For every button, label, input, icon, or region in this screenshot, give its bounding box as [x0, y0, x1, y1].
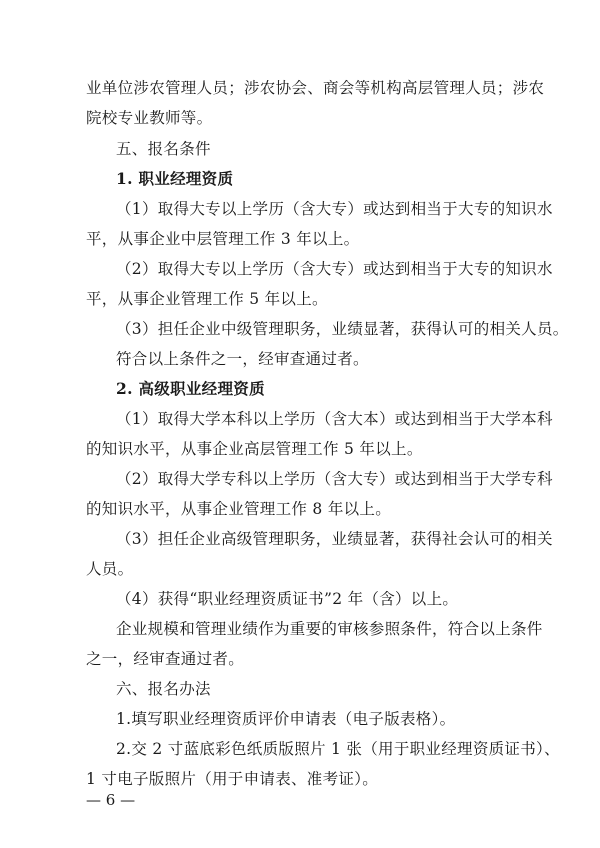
paragraph-line: 人员。 [86, 560, 134, 578]
paragraph-line: （3）担任企业高级管理职务，业绩显著，获得社会认可的相关 [116, 530, 553, 548]
paragraph-line: （2）取得大学专科以上学历（含大专）或达到相当于大学专科 [116, 470, 553, 488]
paragraph-line: （2）取得大专以上学历（含大专）或达到相当于大专的知识水 [116, 260, 553, 278]
paragraph-line: 2.交 2 寸蓝底彩色纸质版照片 1 张（用于职业经理资质证书）、 [116, 740, 560, 758]
paragraph-line: 1 寸电子版照片（用于申请表、准考证）。 [86, 770, 379, 788]
page-number: — 6 — [86, 791, 136, 809]
paragraph-line: （1）取得大学本科以上学历（含大本）或达到相当于大学本科 [116, 410, 553, 428]
paragraph-line: 的知识水平，从事企业管理工作 8 年以上。 [86, 500, 392, 518]
paragraph-line: 之一，经审查通过者。 [86, 650, 245, 668]
section-heading-registration-method: 六、报名办法 [116, 680, 211, 698]
paragraph-line: 的知识水平，从事企业高层管理工作 5 年以上。 [86, 440, 423, 458]
paragraph-line: （3）担任企业中级管理职务，业绩显著，获得认可的相关人员。 [116, 320, 569, 338]
paragraph-line: 平，从事企业中层管理工作 3 年以上。 [86, 230, 360, 248]
subsection-heading-senior-manager-qualification: 2. 高级职业经理资质 [116, 379, 265, 398]
paragraph-line: 业单位涉农管理人员；涉农协会、商会等机构高层管理人员；涉农 [86, 79, 545, 97]
paragraph-line: 符合以上条件之一，经审查通过者。 [116, 350, 369, 368]
paragraph-line: （4）获得“职业经理资质证书”2 年（含）以上。 [116, 590, 459, 608]
paragraph-line: 平，从事企业管理工作 5 年以上。 [86, 290, 328, 308]
subsection-heading-manager-qualification: 1. 职业经理资质 [116, 169, 234, 188]
paragraph-line: （1）取得大专以上学历（含大专）或达到相当于大专的知识水 [116, 200, 553, 218]
paragraph-line: 1.填写职业经理资质评价申请表（电子版表格）。 [116, 710, 456, 728]
section-heading-registration-conditions: 五、报名条件 [116, 140, 211, 158]
paragraph-line: 企业规模和管理业绩作为重要的审核参照条件，符合以上条件 [116, 620, 543, 638]
paragraph-line: 院校专业教师等。 [86, 109, 213, 127]
